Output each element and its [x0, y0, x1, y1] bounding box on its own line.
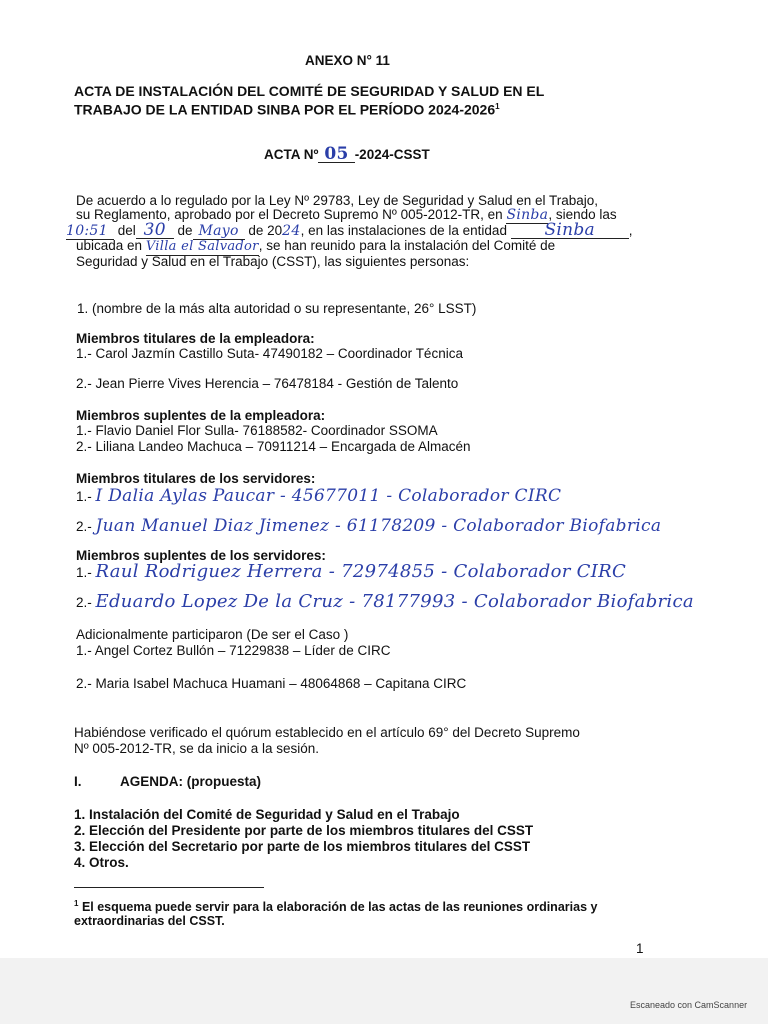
server-suplente-1	[76, 561, 627, 582]
quorum-line-1: Habiéndose verificado el quórum establecido en el artículo 69° del Decreto Supremo	[74, 725, 580, 740]
authority-item: 1. (nombre de la más alta autoridad o su representante, 26° LSST)	[77, 301, 477, 316]
agenda-item-1: 1. Instalación del Comité de Seguridad y Salud en el Trabajo	[74, 807, 460, 822]
page-number: 1	[636, 941, 644, 956]
intro-line-3-a: del	[117, 223, 136, 238]
month-handwritten: Mayo	[193, 223, 245, 240]
server-titular-2	[76, 518, 661, 535]
server-titular-2-num: 2.-	[76, 519, 92, 534]
annex-label: ANEXO N° 11	[305, 53, 390, 68]
year-handwritten: 24	[282, 223, 301, 239]
additional-item-2: 2.- Maria Isabel Machuca Huamani – 48064868 – Capitana CIRC	[76, 676, 467, 691]
scanner-watermark: Escaneado con CamScanner	[630, 1000, 748, 1010]
acta-suffix: -2024-CSST	[354, 147, 430, 162]
intro-line-3-e: ,	[628, 223, 633, 238]
footnote-mark: 1	[74, 899, 79, 908]
title-footnote-mark: 1	[495, 102, 500, 111]
server-suplente-2-num: 2.-	[76, 595, 92, 610]
server-titular-1-handwritten: I Dalia Aylas Paucar - 45677011 - Colaborador CIRC	[95, 486, 562, 506]
agenda-item-2: 2. Elección del Presidente por parte de los miembros titulares del CSST	[74, 823, 534, 838]
acta-number-line	[264, 146, 430, 163]
server-suplente-2	[76, 591, 694, 612]
title-line-2	[74, 99, 500, 118]
server-titular-1-num: 1.-	[76, 489, 92, 504]
acta-prefix: ACTA Nº	[264, 147, 319, 162]
title-line-2-text: TRABAJO DE LA ENTIDAD SINBA POR EL PERÍODO 2024-2026	[74, 101, 496, 118]
time-handwritten: 10:51	[66, 223, 114, 240]
title-line-1: ACTA DE INSTALACIÓN DEL COMITÉ DE SEGURIDAD Y SALUD EN EL	[74, 83, 545, 99]
day-handwritten: 30	[136, 222, 174, 239]
intro-line-3-b: de	[177, 223, 193, 238]
agenda-item-3: 3. Elección del Secretario por parte de los miembros titulares del CSST	[74, 839, 531, 854]
agenda-heading: AGENDA: (propuesta)	[120, 774, 261, 789]
intro-line-1: De acuerdo a lo regulado por la Ley Nº 29783, Ley de Seguridad y Salud en el Trabajo,	[76, 193, 599, 208]
place-handwritten: Sinba	[506, 207, 549, 223]
server-titular-1	[76, 488, 561, 505]
agenda-item-4: 4. Otros.	[74, 855, 129, 870]
intro-line-5: Seguridad y Salud en el Trabajo (CSST), las siguientes personas:	[76, 254, 470, 269]
employer-titular-2: 2.- Jean Pierre Vives Herencia – 76478184 - Gestión de Talento	[76, 376, 459, 391]
employer-suplente-2: 2.- Liliana Landeo Machuca – 70911214 – Encargada de Almacén	[76, 439, 471, 454]
server-suplentes-heading: Miembros suplentes de los servidores:	[76, 548, 326, 563]
intro-line-4-b: , se han reunido para la instalación del Comité de	[258, 238, 556, 253]
acta-number-handwritten: 05	[318, 146, 354, 163]
employer-suplente-1: 1.- Flavio Daniel Flor Sulla- 76188582- Coordinador SSOMA	[76, 423, 438, 438]
location-handwritten: Villa el Salvador	[145, 239, 259, 254]
footnote-divider	[74, 887, 264, 888]
quorum-line-2: Nº 005-2012-TR, se da inicio a la sesión.	[74, 741, 320, 756]
server-suplente-1-handwritten: Raul Rodriguez Herrera - 72974855 - Colaborador CIRC	[95, 561, 627, 582]
intro-line-4-a: ubicada en	[76, 238, 143, 253]
intro-line-2-a: su Reglamento, aprobado por el Decreto Supremo Nº 005-2012-TR, en	[76, 207, 503, 222]
additional-item-1: 1.- Angel Cortez Bullón – 71229838 – Líder de CIRC	[76, 643, 391, 658]
intro-line-2-b: , siendo las	[548, 207, 617, 222]
entity-handwritten: Sinba	[511, 222, 629, 239]
server-suplente-2-handwritten: Eduardo Lopez De la Cruz - 78177993 - Colaborador Biofabrica	[95, 591, 694, 612]
intro-line-3-d: , en las instalaciones de la entidad	[300, 223, 507, 238]
server-titular-2-handwritten: Juan Manuel Diaz Jimenez - 61178209 - Colaborador Biofabrica	[95, 516, 662, 536]
footnote-line-1-text: El esquema puede servir para la elaboración de las actas de las reuniones ordinarias y	[81, 900, 598, 915]
intro-line-3-c: de 20	[248, 223, 283, 238]
additional-heading: Adicionalmente participaron (De ser el Caso )	[76, 627, 349, 642]
agenda-numeral: I.	[74, 774, 82, 789]
footnote-line-2: extraordinarias del CSST.	[74, 914, 225, 928]
server-titulares-heading: Miembros titulares de los servidores:	[76, 471, 316, 486]
employer-titulares-heading: Miembros titulares de la empleadora:	[76, 331, 315, 346]
employer-suplentes-heading: Miembros suplentes de la empleadora:	[76, 408, 326, 423]
scan-footer-strip	[0, 958, 768, 1024]
server-suplente-1-num: 1.-	[76, 565, 92, 580]
employer-titular-1: 1.- Carol Jazmín Castillo Suta- 47490182 – Coordinador Técnica	[76, 346, 463, 361]
